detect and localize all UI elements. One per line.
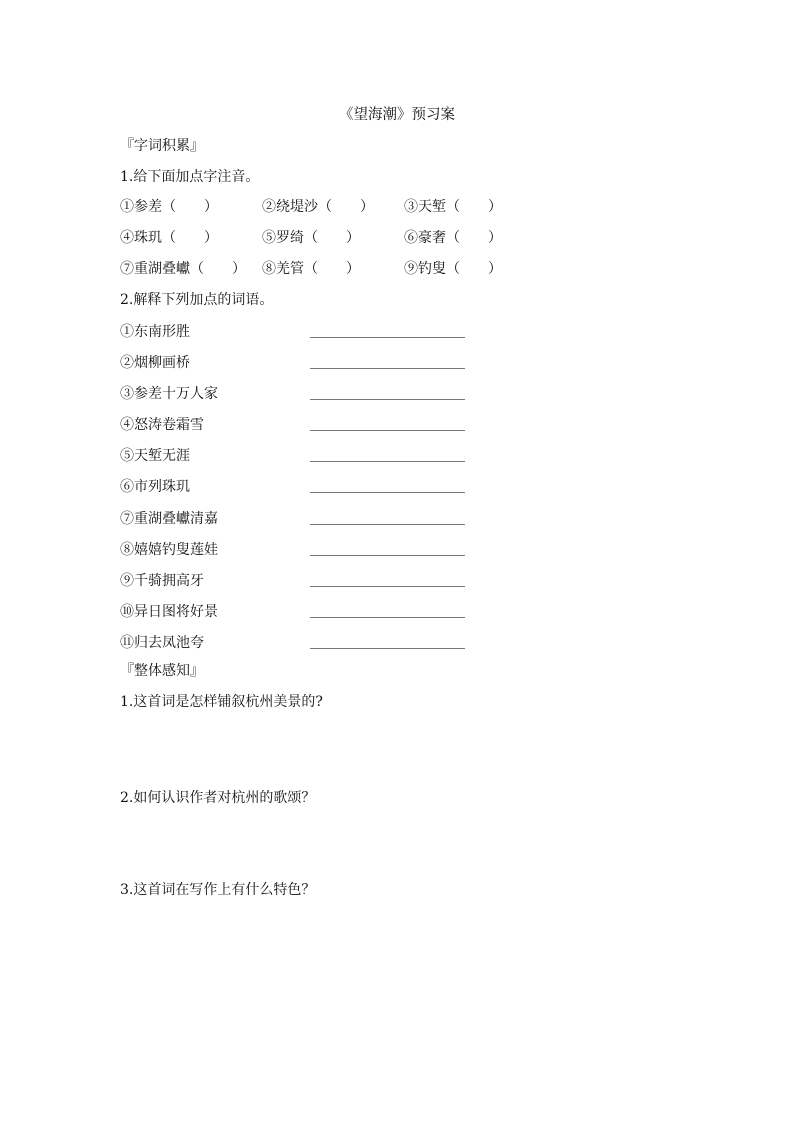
pinyin-item: ③天堑（ ） (404, 199, 502, 215)
answer-blank-line[interactable] (310, 555, 465, 556)
definition-term: ⑩异日图将好景 (120, 604, 218, 620)
definition-term: ⑨千骑拥高牙 (120, 573, 204, 589)
pinyin-item: ⑥豪奢（ ） (404, 230, 502, 246)
definition-term: ⑪归去凤池夸 (120, 635, 204, 651)
definition-term: ⑤天堑无涯 (120, 448, 190, 464)
question-pinyin-prompt: 1.给下面加点字注音。 (120, 169, 260, 185)
pinyin-item: ⑦重湖叠巘（ ） (120, 261, 246, 277)
definition-row (120, 384, 480, 404)
section-heading-vocabulary: 『字词积累』 (120, 138, 204, 154)
answer-blank-line[interactable] (310, 368, 465, 369)
definition-row (120, 477, 480, 497)
overall-question: 3.这首词在写作上有什么特色？ (120, 882, 316, 898)
definition-term: ①东南形胜 (120, 324, 190, 340)
overall-question: 2.如何认识作者对杭州的歌颂？ (120, 790, 316, 806)
question-definitions-prompt: 2.解释下列加点的词语。 (120, 292, 274, 308)
answer-blank-line[interactable] (310, 617, 465, 618)
definition-row (120, 322, 480, 342)
answer-blank-line[interactable] (310, 586, 465, 587)
definition-row (120, 540, 480, 560)
definition-row (120, 633, 480, 653)
pinyin-item: ⑨钓叟（ ） (404, 261, 502, 277)
answer-blank-line[interactable] (310, 430, 465, 431)
pinyin-item: ⑧羌管（ ） (262, 261, 360, 277)
pinyin-item: ④珠玑（ ） (120, 230, 218, 246)
answer-blank-line[interactable] (310, 492, 465, 493)
definition-term: ③参差十万人家 (120, 386, 218, 402)
answer-blank-line[interactable] (310, 461, 465, 462)
page-title (0, 103, 794, 124)
definition-term: ⑧嬉嬉钓叟莲娃 (120, 542, 218, 558)
definition-row (120, 415, 480, 435)
answer-blank-line[interactable] (310, 337, 465, 338)
section-heading-overall: 『整体感知』 (120, 663, 204, 679)
definition-row (120, 446, 480, 466)
definition-row (120, 509, 480, 529)
definition-term: ⑦重湖叠巘清嘉 (120, 511, 218, 527)
definition-row (120, 602, 480, 622)
page-title-text: 《望海潮》预习案 (339, 107, 455, 123)
definition-term: ⑥市列珠玑 (120, 479, 190, 495)
definition-row (120, 353, 480, 373)
answer-blank-line[interactable] (310, 524, 465, 525)
overall-question: 1.这首词是怎样铺叙杭州美景的? (120, 694, 323, 710)
definition-term: ②烟柳画桥 (120, 355, 190, 371)
pinyin-item: ①参差（ ） (120, 199, 218, 215)
definition-term: ④怒涛卷霜雪 (120, 417, 204, 433)
answer-blank-line[interactable] (310, 399, 465, 400)
pinyin-item: ②绕堤沙（ ） (262, 199, 374, 215)
pinyin-item: ⑤罗绮（ ） (262, 230, 360, 246)
answer-blank-line[interactable] (310, 648, 465, 649)
definition-row (120, 571, 480, 591)
